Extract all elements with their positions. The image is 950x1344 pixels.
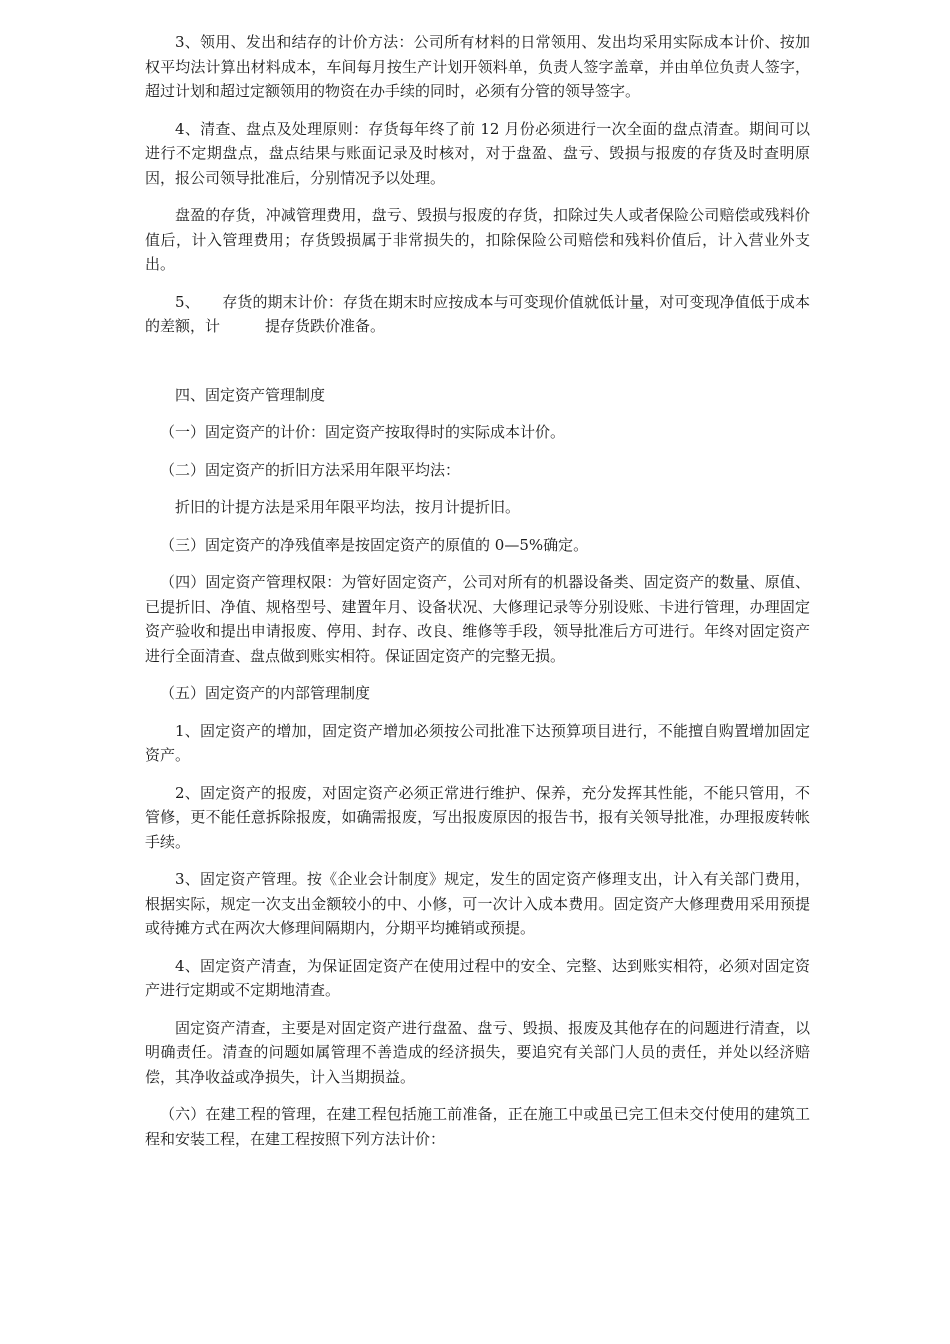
subsection-depreciation-method: （二）固定资产的折旧方法采用年限平均法： (160, 460, 461, 479)
paragraph-asset-management: 3、固定资产管理。按《企业会计制度》规定，发生的固定资产修理支出，计入有关部门费用，根据实际，规定一次支出金额较小的中、小修，可一次计入成本费用。固定资产大修理费用采用预提或待摊方式在两次大修理间隔期内，分期平均摊销或预提。 (145, 870, 810, 937)
paragraph-inventory-responsibility: 固定资产清查，主要是对固定资产进行盘盈、盘亏、毁损、报废及其他存在的问题进行清查，以明确责任。清查的问题如属管理不善造成的经济损失，要追究有关部门人员的责任，并处以经济赔偿，其净收益或净损失，计入当期损益。 (145, 1018, 810, 1086)
section-heading-fixed-assets: 四、固定资产管理制度 (175, 385, 326, 404)
paragraph-material-valuation: 3、领用、发出和结存的计价方法：公司所有材料的日常领用、发出均采用实际成本计价、按加权平均法计算出材料成本，车间每月按生产计划开领料单，负责人签字盖章，并由单位负责人签字，超过计划和超过定额领用的物资在办手续的同时，必须有分管的领导签字。 (145, 33, 810, 100)
subsection-management-authority: （四）固定资产管理权限：为管好固定资产，公司对所有的机器设备类、固定资产的数量、原值、已提折旧、净值、规格型号、建置年月、设备状况、大修理记录等分别设账、卡进行管理，办理固定资产验收和提出申请报废、停用、封存、改良、维修等手段，领导批准后方可进行。年终对固定资产进行全面清查、盘点做到账实相符。保证固定资产的完整无损。 (145, 573, 810, 665)
paragraph-period-end-valuation: 5、 存货的期末计价：存货在期末时应按成本与可变现价值就低计量，对可变现净值低于成本的差额，计 提存货跌价准备。 (145, 292, 810, 335)
paragraph-inventory-count: 4、清查、盘点及处理原则：存货每年终了前 12 月份必须进行一次全面的盘点清查。期间可以进行不定期盘点，盘点结果与账面记录及时核对，对于盘盈、盘亏、毁损与报废的存货及时查明原因，报公司领导批准后，分别情况予以处理。 (145, 119, 810, 187)
paragraph-surplus-handling: 盘盈的存货，冲减管理费用，盘亏、毁损与报废的存货，扣除过失人或者保险公司赔偿或残料价值后，计入管理费用；存货毁损属于非常损失的，扣除保险公司赔偿和残料价值后，计入营业外支出。 (145, 206, 810, 273)
document-page (145, 30, 810, 1164)
subsection-construction-in-progress: （六）在建工程的管理，在建工程包括施工前准备，正在施工中或虽已完工但未交付使用的建筑工程和安装工程，在建工程按照下列方法计价： (145, 1105, 810, 1148)
subsection-fixed-asset-pricing: （一）固定资产的计价：固定资产按取得时的实际成本计价。 (160, 423, 566, 441)
paragraph-depreciation-detail: 折旧的计提方法是采用年限平均法，按月计提折旧。 (175, 498, 521, 516)
paragraph-asset-inventory: 4、固定资产清查，为保证固定资产在使用过程中的安全、完整、达到账实相符，必须对固定资产进行定期或不定期地清查。 (145, 956, 810, 999)
paragraph-asset-scrapping: 2、固定资产的报废，对固定资产必须正常进行维护、保养，充分发挥其性能，不能只管用，不管修，更不能任意拆除报废，如确需报废，写出报废原因的报告书，报有关领导批准，办理报废转帐手续。 (145, 783, 810, 851)
subsection-internal-management: （五）固定资产的内部管理制度 (160, 684, 371, 702)
paragraph-asset-increase: 1、固定资产的增加，固定资产增加必须按公司批准下达预算项目进行，不能擅自购置增加固定资产。 (145, 721, 810, 764)
subsection-residual-value: （三）固定资产的净残值率是按固定资产的原值的 0—5%确定。 (160, 535, 589, 554)
